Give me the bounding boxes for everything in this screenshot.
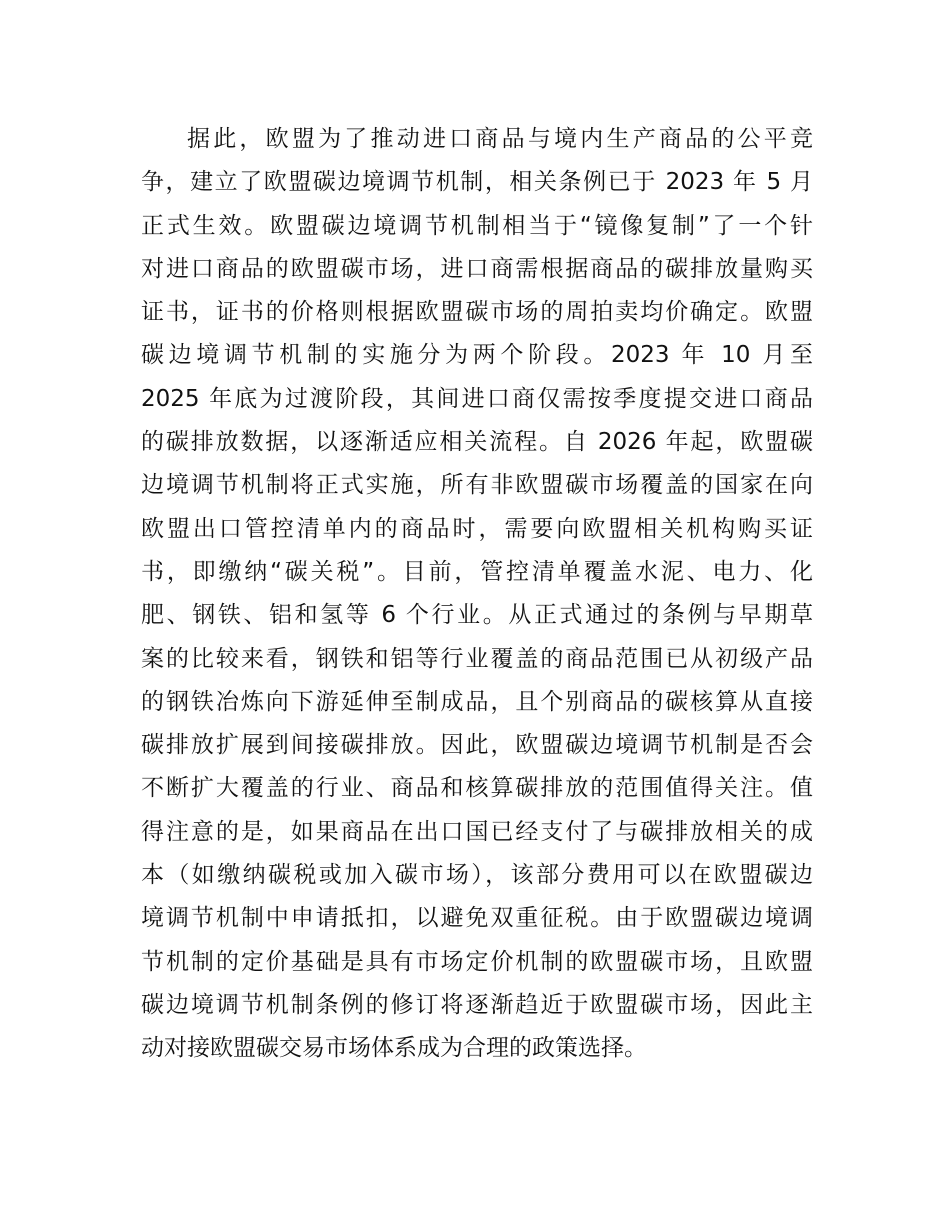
paragraph-line: 肥、钢铁、铝和氢等 6 个行业。从正式通过的条例与早期草 — [141, 602, 813, 629]
paragraph-line: 争，建立了欧盟碳边境调节机制，相关条例已于 2023 年 5 月 — [141, 169, 813, 196]
paragraph-line: 碳边境调节机制条例的修订将逐渐趋近于欧盟碳市场，因此主 — [141, 991, 813, 1018]
paragraph-line: 不断扩大覆盖的行业、商品和核算碳排放的范围值得关注。值 — [141, 775, 813, 802]
paragraph-line: 欧盟出口管控清单内的商品时，需要向欧盟相关机构购买证 — [141, 515, 813, 542]
paragraph-line: 正式生效。欧盟碳边境调节机制相当于“镜像复制”了一个针 — [141, 212, 813, 239]
paragraph-line: 碳排放扩展到间接碳排放。因此，欧盟碳边境调节机制是否会 — [141, 732, 813, 759]
paragraph-line: 的碳排放数据，以逐渐适应相关流程。自 2026 年起，欧盟碳 — [141, 429, 813, 456]
paragraph-line: 案的比较来看，钢铁和铝等行业覆盖的商品范围已从初级产品 — [141, 645, 813, 672]
paragraph-line: 境调节机制中申请抵扣，以避免双重征税。由于欧盟碳边境调 — [141, 905, 813, 932]
paragraph-line: 节机制的定价基础是具有市场定价机制的欧盟碳市场，且欧盟 — [141, 948, 813, 975]
paragraph-line: 本（如缴纳碳税或加入碳市场），该部分费用可以在欧盟碳边 — [141, 862, 813, 889]
paragraph-line: 2025 年底为过渡阶段，其间进口商仅需按季度提交进口商品 — [141, 385, 813, 412]
paragraph-line: 动对接欧盟碳交易市场体系成为合理的政策选择。 — [141, 1035, 647, 1062]
paragraph-line: 对进口商品的欧盟碳市场，进口商需根据商品的碳排放量购买 — [141, 255, 813, 282]
paragraph-line: 边境调节机制将正式实施，所有非欧盟碳市场覆盖的国家在向 — [141, 472, 813, 499]
paragraph-line: 碳边境调节机制的实施分为两个阶段。2023 年 10 月至 — [141, 342, 813, 369]
paragraph-line: 得注意的是，如果商品在出口国已经支付了与碳排放相关的成 — [141, 818, 813, 845]
paragraph-line: 证书，证书的价格则根据欧盟碳市场的周拍卖均价确定。欧盟 — [141, 299, 813, 326]
paragraph-line: 的钢铁冶炼向下游延伸至制成品，且个别商品的碳核算从直接 — [141, 688, 813, 715]
paragraph — [141, 118, 813, 1071]
paragraph-line: 书，即缴纳“碳关税”。目前，管控清单覆盖水泥、电力、化 — [141, 558, 813, 585]
paragraph-line: 据此，欧盟为了推动进口商品与境内生产商品的公平竞 — [187, 126, 813, 152]
